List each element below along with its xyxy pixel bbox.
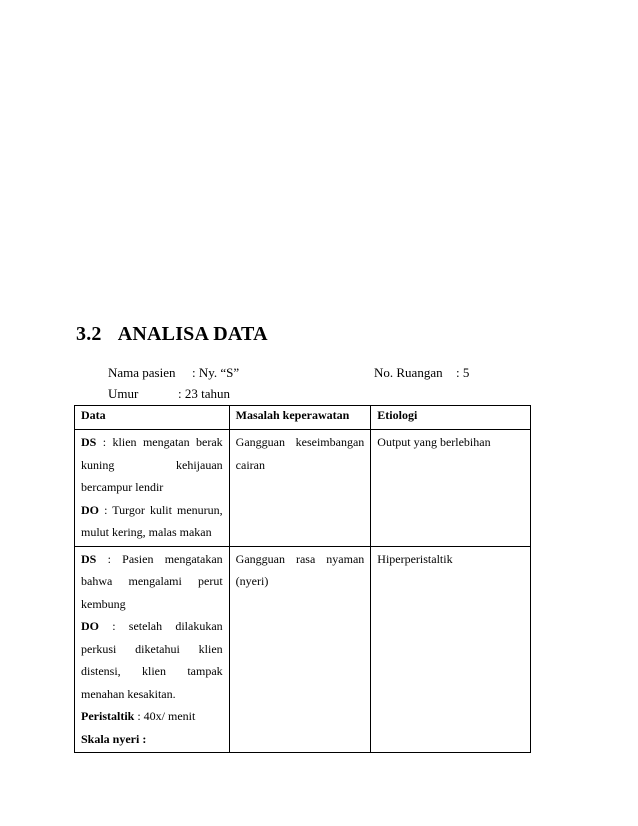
cell-etiologi: Hiperperistaltik xyxy=(371,546,531,753)
patient-name-value: : Ny. “S” xyxy=(192,365,240,380)
cell-masalah xyxy=(229,430,371,547)
do-line: DO : setelah dilakukan xyxy=(81,619,223,633)
ds-line: DS : klien mengatan berak xyxy=(81,435,223,449)
room-value: : 5 xyxy=(456,365,470,380)
peristaltik-line: Peristaltik : 40x/ menit xyxy=(81,709,196,723)
ds-line: bahwa mengalami perut xyxy=(81,574,223,588)
header-etiologi: Etiologi xyxy=(371,406,531,430)
masalah-line: cairan xyxy=(235,457,265,472)
cell-masalah xyxy=(229,546,371,753)
table-row xyxy=(75,546,531,753)
header-data: Data xyxy=(75,406,230,430)
masalah-line: (nyeri) xyxy=(235,574,269,588)
do-line: perkusi diketahui klien xyxy=(81,641,223,656)
section-title: ANALISA DATA xyxy=(117,323,268,345)
patient-age-label: Umur xyxy=(108,386,139,401)
do-line: DO : Turgor kulit menurun, xyxy=(81,502,223,517)
ds-line: kembung xyxy=(81,596,126,611)
masalah-line: Gangguan keseimbangan xyxy=(235,435,365,449)
patient-age-value: : 23 tahun xyxy=(178,386,230,401)
cell-data xyxy=(75,546,230,753)
section-heading xyxy=(76,323,268,346)
do-line: distensi, klien tampak xyxy=(81,664,223,678)
masalah-line: Gangguan rasa nyaman xyxy=(235,551,365,566)
section-number: 3.2 xyxy=(76,323,102,345)
do-line: menahan kesakitan. xyxy=(81,686,176,701)
analysis-table xyxy=(74,405,531,753)
ds-line: kuning kehijauan xyxy=(81,457,223,472)
skala-nyeri-line: Skala nyeri : xyxy=(81,731,147,746)
do-line: mulut kering, malas makan xyxy=(81,525,212,539)
patient-name-label: Nama pasien xyxy=(108,365,176,380)
cell-etiologi: Output yang berlebihan xyxy=(371,430,531,547)
room-label: No. Ruangan xyxy=(374,365,443,380)
ds-line: bercampur lendir xyxy=(81,480,164,494)
table-row xyxy=(75,430,531,547)
cell-data xyxy=(75,430,230,547)
header-masalah: Masalah keperawatan xyxy=(229,406,371,430)
table-header-row xyxy=(75,406,531,430)
ds-line: DS : Pasien mengatakan xyxy=(81,551,223,566)
